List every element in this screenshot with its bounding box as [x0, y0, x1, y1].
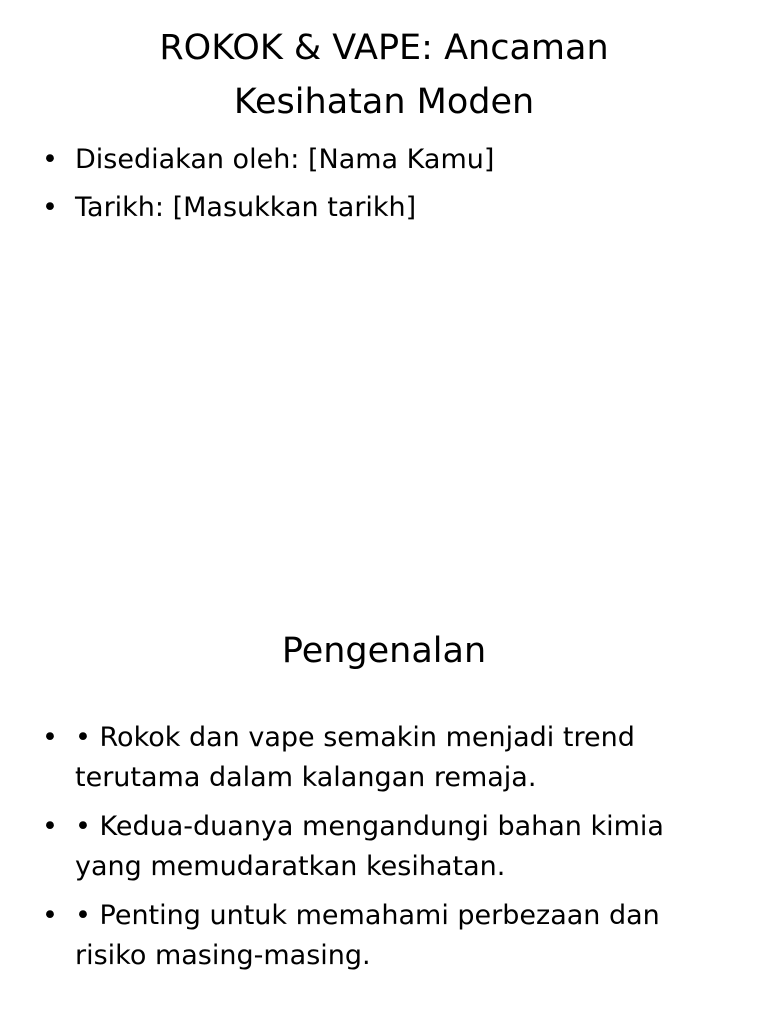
- bullet-icon: •: [42, 722, 58, 753]
- bullet-list: [42, 718, 702, 985]
- slide-introduction: [0, 576, 768, 1024]
- bullet-text-date: Tarikh: [Masukkan tarikh]: [75, 192, 417, 223]
- slide-title: [40, 21, 728, 129]
- bullet-text-understand: • Penting untuk memahami perbezaan dan risiko masing-masing.: [75, 900, 660, 971]
- bullet-icon: •: [42, 811, 58, 842]
- bullet-text-trend: • Rokok dan vape semakin menjadi trend terutama dalam kalangan remaja.: [75, 722, 635, 793]
- list-item: [42, 188, 702, 228]
- bullet-icon: •: [42, 144, 58, 175]
- bullet-text-chemicals: • Kedua-duanya mengandungi bahan kimia yang memudaratkan kesihatan.: [75, 811, 664, 882]
- bullet-list: [42, 140, 702, 236]
- bullet-icon: •: [42, 900, 58, 931]
- title-line-2: Kesihatan Moden: [233, 82, 535, 122]
- list-item: [42, 896, 702, 976]
- bullet-icon: •: [42, 192, 58, 223]
- list-item: [42, 718, 702, 798]
- list-item: [42, 140, 702, 180]
- bullet-text-prepared-by: Disediakan oleh: [Nama Kamu]: [75, 144, 495, 175]
- title-line-1: ROKOK & VAPE: Ancaman: [159, 28, 609, 68]
- slide-title: Pengenalan: [281, 631, 487, 671]
- list-item: [42, 807, 702, 887]
